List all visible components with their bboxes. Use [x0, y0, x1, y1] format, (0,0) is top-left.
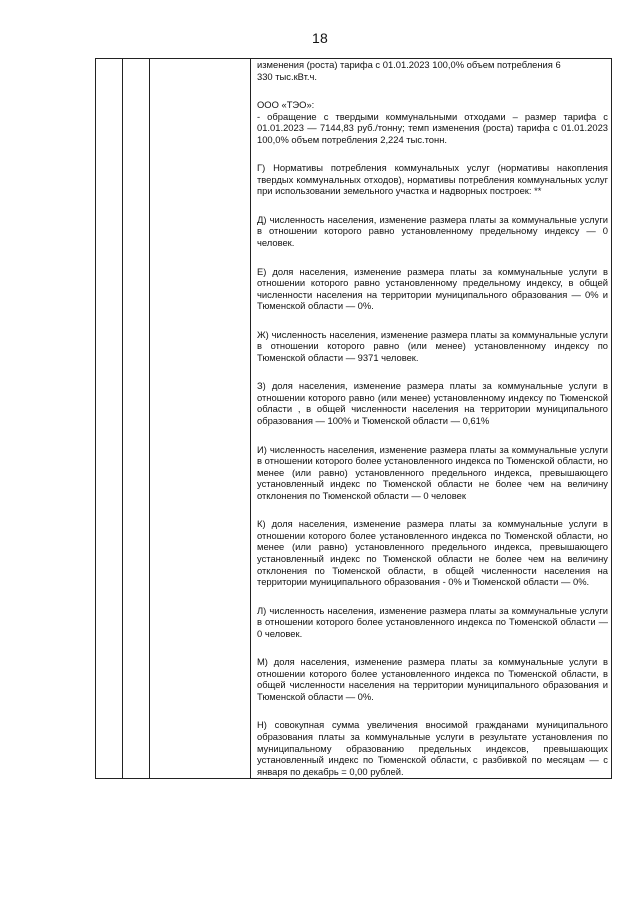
text-line: К) доля населения, изменение размера платы за коммунальные услуги в отношении которого более установленного индекса по Тюменской области, но менее (или равно) установленного предельного индекса, превышающего установленный индекс по Тюменской области не более чем на величину отклонения по Тюменской области, в общей численности населения на территории муниципального образования - 0% и Тюменской области — 0%. [257, 518, 608, 588]
text-line: изменения (роста) тарифа с 01.01.2023 100,0% объем потребления 6 [257, 59, 561, 70]
text-line: Е) доля населения, изменение размера платы за коммунальные услуги в отношении которого равно установленному предельному индексу, в общей численности населения на территории муниципального образования — 0% и Тюменской области — 0%. [257, 265, 608, 312]
item-m-paragraph [257, 656, 608, 702]
item-e-paragraph [257, 266, 608, 312]
item-zh-paragraph [257, 329, 608, 364]
item-i-paragraph [257, 444, 608, 502]
teo-paragraph [257, 99, 608, 145]
text-line: Ж) численность населения, изменение размера платы за коммунальные услуги в отношении которого равно (или менее) установленному индексу по Тюменской области — 9371 человек. [257, 328, 608, 363]
item-l-paragraph [257, 605, 608, 640]
tariff-paragraph-continuation [257, 59, 608, 82]
text-line: И) численность населения, изменение размера платы за коммунальные услуги в отношении которого более установленного индекса по Тюменской области, но менее (или равно) установленного предельного индекса, превышающего установленный индекс по Тюменской области не более чем на величину отклонения по Тюменской области — 0 человек [257, 443, 608, 501]
text-line: 330 тыс.кВт.ч. [257, 70, 317, 82]
text-line: Г) Нормативы потребления коммунальных услуг (нормативы накопления твердых коммунальных отходов), нормативы потребления коммунальных услуг при использовании земельного участка и надворных построек: ** [257, 162, 608, 197]
table-cell-number [96, 59, 123, 779]
item-d-paragraph [257, 214, 608, 249]
page-number: 18 [312, 30, 328, 46]
table-cell-indicator [150, 59, 251, 779]
text-line: Л) численность населения, изменение размера платы за коммунальные услуги в отношении которого более установленного индекса по Тюменской области — 0 человек. [257, 604, 608, 639]
text-line: Н) совокупная сумма увеличения вносимой гражданами муниципального образования платы за коммунальные услуги в результате установления по муниципальному образованию предельных индексов, превышающих установленный индекс по Тюменской области, с разбивкой по месяцам — с января по декабрь = 0,00 рублей. [257, 719, 608, 777]
item-g-paragraph [257, 162, 608, 197]
item-n-paragraph [257, 719, 608, 777]
table-row [96, 59, 612, 779]
text-line: Д) численность населения, изменение размера платы за коммунальные услуги в отношении которого равно установленному предельному индексу — 0 человек. [257, 213, 608, 249]
text-line: ООО «ТЭО»: [257, 99, 315, 111]
item-k-paragraph [257, 518, 608, 587]
table-cell-content [251, 59, 612, 779]
text-line: - обращение с твердыми коммунальными отходами – размер тарифа с 01.01.2023 — 7144,83 руб./тонну; темп изменения (роста) тарифа с 01.01.2023 100,0% объем потребления 2,224 тыс.тонн. [257, 110, 608, 145]
document-table [95, 58, 612, 779]
item-z-paragraph [257, 380, 608, 426]
text-line: З) доля населения, изменение размера платы за коммунальные услуги в отношении которого равно (или менее) установленному индексу по Тюменской области , в общей численности населения на территории муниципального образования — 100% и Тюменской области — 0,61% [257, 380, 608, 427]
text-line: М) доля населения, изменение размера платы за коммунальные услуги в отношении которого более установленного индекса по Тюменской области, в общей численности населения на территории муниципального образования и Тюменской области — 0%. [257, 656, 608, 702]
table-cell-subnumber [123, 59, 150, 779]
